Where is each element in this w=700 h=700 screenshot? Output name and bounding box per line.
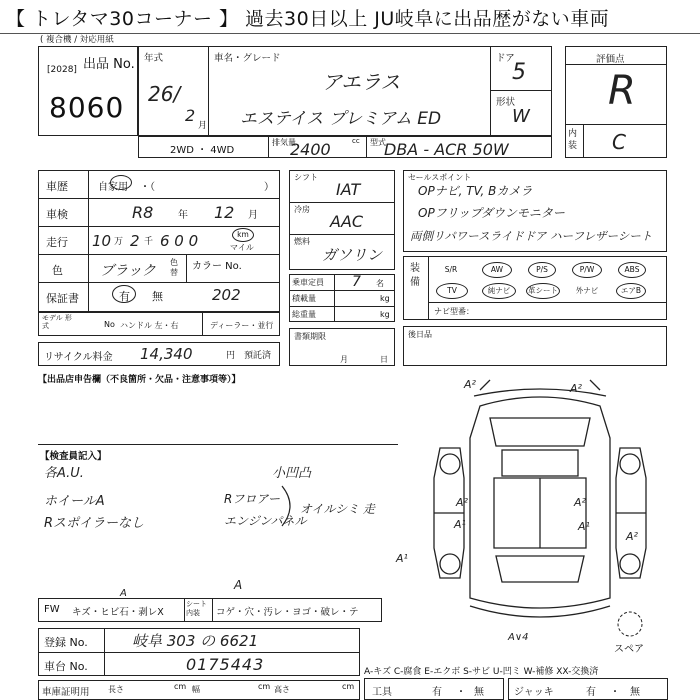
fw-seat-items: コゲ・穴・汚レ・ヨゴ・破レ・テ bbox=[216, 607, 359, 618]
cert-width: 幅 bbox=[192, 685, 200, 694]
grade-value: R bbox=[608, 68, 636, 114]
car-diagram bbox=[410, 378, 670, 640]
load-label: 積載量 bbox=[292, 294, 316, 303]
inspector-note-7: オイルシミ 走 bbox=[300, 502, 375, 516]
cert-height: 高さ bbox=[274, 685, 290, 694]
jack-no: 無 bbox=[630, 687, 640, 698]
diagram-mark-2: A² bbox=[570, 382, 582, 395]
header-banner bbox=[0, 0, 700, 34]
lot-sub: [2028] bbox=[47, 65, 77, 75]
tools-no: 無 bbox=[474, 687, 484, 698]
doors-value: 5 bbox=[512, 60, 526, 85]
weight-label: 総重量 bbox=[292, 310, 316, 319]
diagram-mark-8: A² bbox=[626, 530, 638, 543]
spare-tire-icon bbox=[616, 610, 644, 638]
warranty-yes: 有 bbox=[119, 290, 130, 303]
diagram-mark-4: A¹ bbox=[454, 518, 466, 531]
cert-label: 車庫証明用 bbox=[42, 687, 90, 698]
inspector-label: 【検査員記入】 bbox=[40, 451, 107, 462]
cert-length: 長さ bbox=[108, 685, 124, 694]
color-value: ブラック bbox=[100, 263, 156, 279]
diagram-mark-1: A² bbox=[464, 378, 476, 391]
equip-sr: S/R bbox=[444, 265, 458, 274]
cert-cm-2: cm bbox=[258, 682, 271, 691]
lot-number: 8060 bbox=[49, 91, 125, 124]
jack-yes: 有 bbox=[586, 687, 596, 698]
ac-value: AAC bbox=[330, 212, 364, 231]
sales-points-label: セールスポイント bbox=[408, 173, 472, 182]
fw-items: キズ・ヒビ石・剥レX bbox=[72, 607, 164, 618]
lot-label: 出品 No. bbox=[83, 57, 135, 72]
history-dots: ・（ bbox=[140, 182, 155, 193]
color-label: 色 bbox=[52, 264, 63, 277]
inspector-note-6: 小凹凸 bbox=[272, 466, 312, 481]
equip-airbag: エアB bbox=[616, 283, 646, 299]
fuel-value: ガソリン bbox=[322, 246, 383, 264]
disp-unit: cc bbox=[352, 137, 360, 145]
int-label: 内装 bbox=[568, 129, 578, 151]
doc-expiry-tsuki: 月 bbox=[340, 355, 348, 364]
sales-point-1: OPナビ, TV, Bカメラ bbox=[418, 184, 533, 198]
inspection-value: R8 bbox=[132, 203, 154, 222]
warranty-no: 無 bbox=[152, 290, 163, 303]
shift-value: IAT bbox=[336, 180, 361, 199]
diagram-mark-6: A¹ bbox=[578, 520, 590, 533]
cert-cm-3: cm bbox=[342, 682, 355, 691]
equipment-label: 装備 bbox=[410, 263, 420, 288]
mileage-sen: 2 bbox=[130, 232, 140, 250]
later-label: 後日品 bbox=[408, 330, 432, 339]
recycle-unit: 円 bbox=[226, 351, 236, 361]
inspector-note-1: 各A.U. bbox=[44, 466, 84, 481]
mileage-man: 10 bbox=[92, 232, 112, 250]
sales-point-2: OPフリップダウンモニター bbox=[418, 206, 565, 220]
tools-dot: ・ bbox=[456, 687, 466, 698]
spare-label: スペア bbox=[614, 644, 644, 655]
diagram-mark-3: A² bbox=[456, 496, 468, 509]
inspection-label: 車検 bbox=[46, 208, 68, 221]
history-close: ） bbox=[264, 182, 274, 193]
type-label: 型式 bbox=[370, 138, 386, 147]
color-code-label: カラー No. bbox=[192, 261, 242, 272]
sales-point-3: 両側リパワースライドドア ハーフレザーシート bbox=[410, 229, 653, 243]
tools-label: 工具 bbox=[372, 687, 392, 698]
year-unit: 月 bbox=[198, 121, 208, 131]
model-form-label: モデル 形式 bbox=[42, 314, 72, 330]
load-unit: kg bbox=[380, 294, 390, 303]
banner-text: 【 トレタマ30コーナー 】 過去30日以上 JU岐阜に出品歴がない車両 bbox=[6, 8, 610, 30]
model-name: アエラス bbox=[322, 70, 401, 94]
history-own: 自家用 bbox=[98, 182, 128, 193]
shift-label: シフト bbox=[294, 173, 318, 182]
model-label: 車名・グレード bbox=[214, 53, 281, 64]
chassis-label: 車台 No. bbox=[44, 660, 88, 673]
seller-note-label: 【出品店申告欄（不良箇所・欠品・注意事項等）】 bbox=[38, 375, 241, 385]
damage-legend: A-キズ C-腐食 E-エクボ S-サビ U-凹ミ W-補修 XX-交換済 bbox=[364, 667, 599, 677]
inspector-note-2: ホイールA bbox=[44, 494, 105, 509]
type-value: DBA - ACR 50W bbox=[384, 140, 509, 159]
mileage-rest: 6 0 0 bbox=[160, 232, 199, 250]
model-grade: エステイス プレミアム ED bbox=[240, 109, 442, 129]
mileage-km: km bbox=[237, 230, 249, 239]
model-form-dealer: ディーラー・並行 bbox=[210, 321, 274, 330]
diagram-mark-5: A² bbox=[574, 496, 586, 509]
drive-label: 2WD ・ 4WD bbox=[170, 145, 235, 156]
capacity-value: 7 bbox=[352, 274, 361, 290]
reg-label: 登録 No. bbox=[44, 636, 88, 649]
top-left-note: ( 複合機 / 対応用紙 bbox=[40, 35, 114, 45]
inspection-tsuki: 月 bbox=[248, 210, 258, 221]
diagram-mark-10: A∨4 bbox=[508, 632, 529, 643]
inspection-nen: 年 bbox=[178, 210, 188, 221]
shape-value: W bbox=[512, 106, 530, 127]
disp-value: 2400 bbox=[290, 140, 331, 159]
cert-cm-1: cm bbox=[174, 682, 187, 691]
history-label: 車歴 bbox=[46, 180, 68, 193]
mileage-mile: マイル bbox=[230, 243, 254, 252]
grade-label: 評価点 bbox=[596, 54, 625, 65]
inspector-note-3: Rスポイラーなし bbox=[44, 516, 145, 531]
jack-dot: ・ bbox=[610, 687, 620, 698]
mileage-man-unit: 万 bbox=[114, 237, 124, 247]
int-value: C bbox=[612, 130, 626, 154]
mileage-sen-unit: 千 bbox=[144, 237, 154, 247]
fw-seat: シート内装 bbox=[186, 600, 207, 617]
diagram-mark-7: A¹ bbox=[396, 552, 408, 565]
model-form-handle: ハンドル 左・右 bbox=[120, 321, 179, 330]
doc-expiry-hi: 日 bbox=[380, 355, 388, 364]
lot-box bbox=[38, 46, 138, 136]
equip-pw: P/W bbox=[572, 262, 602, 278]
equip-navi: 純ナビ bbox=[482, 283, 516, 299]
recycle-value: 14,340 bbox=[140, 345, 193, 363]
equip-leather: 革シート bbox=[526, 283, 560, 299]
year-label: 年式 bbox=[144, 53, 164, 64]
capacity-unit: 名 bbox=[376, 279, 384, 288]
equip-aw: AW bbox=[482, 262, 512, 278]
jack-label: ジャッキ bbox=[514, 687, 554, 698]
chassis-value: 0175443 bbox=[186, 655, 265, 674]
diagram-mark-9: A bbox=[234, 578, 243, 592]
doc-expiry-label: 書類期限 bbox=[294, 332, 326, 341]
model-form-no: No bbox=[104, 320, 115, 329]
recycle-status: 預託済 bbox=[244, 351, 272, 361]
disp-label: 排気量 bbox=[272, 138, 296, 147]
ac-label: 冷房 bbox=[294, 205, 310, 214]
inspector-bracket bbox=[280, 482, 304, 530]
inspector-note-5: エンジンパネル bbox=[224, 514, 307, 528]
equip-abs: ABS bbox=[618, 262, 646, 278]
fuel-label: 燃料 bbox=[294, 237, 310, 246]
equip-ext-navi: 外ナビ bbox=[575, 286, 599, 295]
later-items-box bbox=[403, 326, 667, 366]
inspector-note-4: Rフロアー bbox=[224, 492, 280, 506]
capacity-label: 乗車定員 bbox=[292, 278, 324, 287]
shape-label: 形状 bbox=[496, 97, 516, 108]
doors-label: ドア bbox=[496, 53, 515, 64]
weight-unit: kg bbox=[380, 310, 390, 319]
color-code-value: 202 bbox=[212, 286, 241, 304]
fw-mark: A bbox=[120, 588, 127, 599]
equip-ps: P/S bbox=[528, 262, 556, 278]
warranty-label: 保証書 bbox=[46, 292, 79, 305]
inspection-month: 12 bbox=[214, 203, 235, 222]
reg-value: 岐阜 303 の 6621 bbox=[132, 632, 259, 650]
fw-label: FW bbox=[44, 604, 60, 615]
recycle-label: リサイクル料金 bbox=[44, 352, 113, 363]
tools-yes: 有 bbox=[432, 687, 442, 698]
year-month: 2 bbox=[185, 106, 196, 125]
year-value: 26/ bbox=[148, 82, 181, 106]
navi-type-label: ナビ型番： bbox=[434, 307, 474, 316]
color-change: 色替 bbox=[170, 258, 178, 277]
equip-tv: TV bbox=[436, 283, 468, 299]
mileage-label: 走行 bbox=[46, 236, 68, 249]
